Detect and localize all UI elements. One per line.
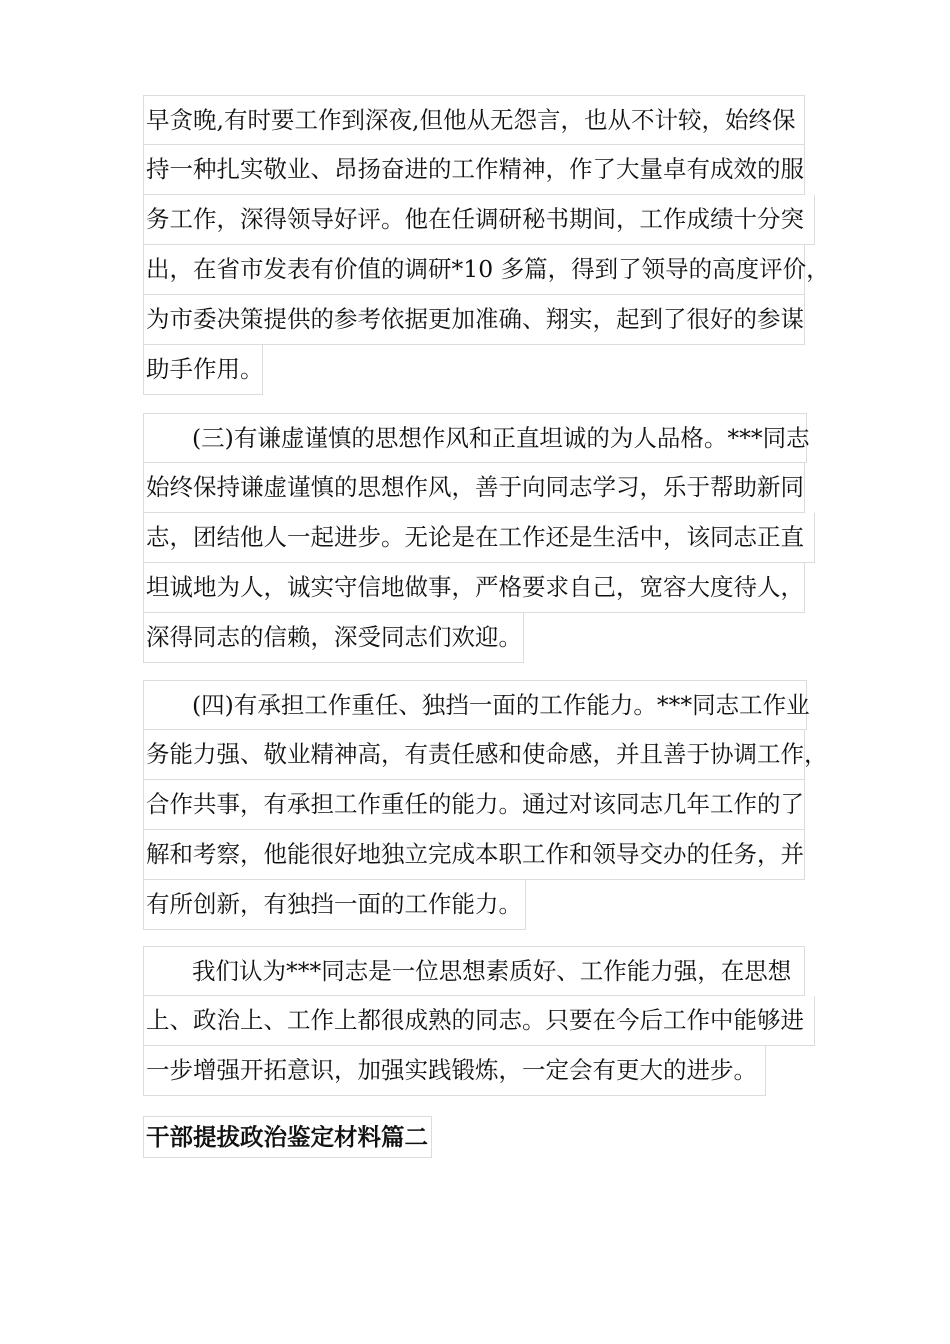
text-line: 我们认为***同志是一位思想素质好、工作能力强，在思想 [143, 946, 805, 996]
section-heading: 干部提拔政治鉴定材料篇二 [143, 1116, 432, 1158]
text-line: 务能力强、敬业精神高，有责任感和使命感，并且善于协调工作， [143, 730, 805, 780]
text-line: 坦诚地为人，诚实守信地做事，严格要求自己，宽容大度待人， [143, 563, 805, 613]
text-line: 务工作，深得领导好评。他在任调研秘书期间，工作成绩十分突 [143, 195, 815, 245]
text-line: 出，在省市发表有价值的调研*10 多篇，得到了领导的高度评价， [143, 245, 805, 295]
text-line: 为市委决策提供的参考依据更加准确、翔实，起到了很好的参谋 [143, 295, 805, 345]
text-line: 早贪晚,有时要工作到深夜,但他从无怨言，也从不计较，始终保 [143, 95, 805, 145]
text-line: 持一种扎实敬业、昂扬奋进的工作精神，作了大量卓有成效的服 [143, 145, 805, 195]
text-line: 志，团结他人一起进步。无论是在工作还是生活中，该同志正直 [143, 513, 815, 563]
paragraph-4 [143, 946, 823, 1096]
text-line: 上、政治上、工作上都很成熟的同志。只要在今后工作中能够进 [143, 996, 815, 1046]
text-line: 深得同志的信赖，深受同志们欢迎。 [143, 613, 524, 663]
text-line: 一步增强开拓意识，加强实践锻炼，一定会有更大的进步。 [143, 1046, 766, 1096]
paragraph-2 [143, 413, 823, 663]
text-line: 助手作用。 [143, 345, 263, 395]
text-line: 合作共事，有承担工作重任的能力。通过对该同志几年工作的了 [143, 780, 805, 830]
text-line: (三)有谦虚谨慎的思想作风和正直坦诚的为人品格。***同志 [143, 413, 807, 463]
text-line: 解和考察，他能很好地独立完成本职工作和领导交办的任务，并 [143, 830, 805, 880]
paragraph-1 [143, 95, 830, 395]
text-line: (四)有承担工作重任、独挡一面的工作能力。***同志工作业 [143, 680, 807, 730]
text-line: 始终保持谦虚谨慎的思想作风，善于向同志学习，乐于帮助新同 [143, 463, 805, 513]
text-line: 有所创新，有独挡一面的工作能力。 [143, 880, 526, 930]
paragraph-3 [143, 680, 828, 930]
